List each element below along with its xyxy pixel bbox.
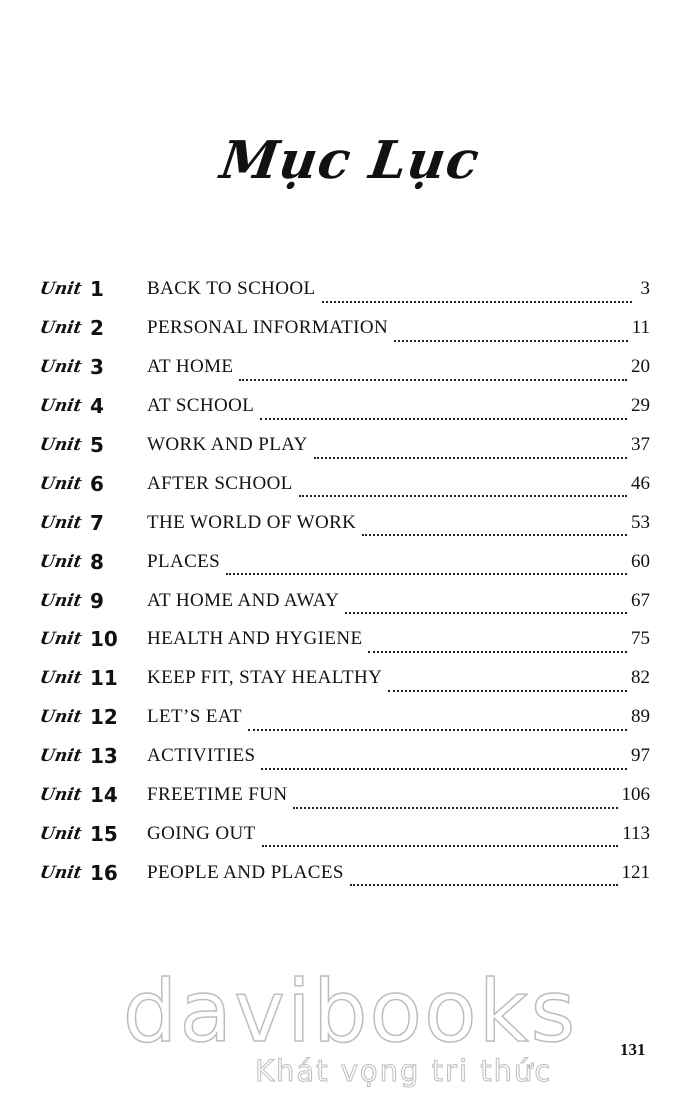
- dot-leader: [368, 632, 627, 653]
- unit-page: 46: [631, 472, 650, 494]
- dot-leader: [248, 710, 627, 731]
- unit-title: AT HOME AND AWAY: [147, 589, 340, 611]
- unit-label: Unit: [38, 357, 84, 378]
- unit-title: HEALTH AND HYGIENE: [147, 628, 363, 650]
- unit-label: Unit: [38, 435, 84, 455]
- unit-title: PERSONAL INFORMATION: [147, 317, 389, 339]
- unit-number: 3: [90, 355, 104, 380]
- watermark-slogan: Khát vọng tri thức: [255, 1054, 553, 1088]
- unit-title: LET’S EAT: [147, 706, 242, 728]
- unit-label: Unit: [38, 668, 84, 689]
- unit-title: GOING OUT: [147, 822, 256, 844]
- unit-number: 12: [90, 705, 118, 730]
- unit-label: Unit: [38, 551, 84, 572]
- dot-leader: [345, 593, 627, 614]
- unit-number: 16: [90, 860, 118, 885]
- unit-number: 5: [90, 433, 104, 457]
- page-number: 131: [620, 1040, 646, 1059]
- unit-page: 20: [631, 356, 650, 378]
- table-of-contents: [40, 270, 650, 892]
- unit-title: PEOPLE AND PLACES: [147, 861, 344, 883]
- unit-number: 9: [90, 588, 104, 613]
- toc-row: [40, 853, 650, 892]
- toc-row: [40, 814, 650, 853]
- unit-title: AT SCHOOL: [147, 395, 255, 417]
- unit-page: 89: [631, 706, 650, 728]
- unit-number: 8: [90, 549, 104, 574]
- unit-page: 60: [631, 550, 650, 572]
- unit-number: 4: [90, 394, 104, 419]
- watermark-brand: davibooks: [122, 962, 578, 1062]
- toc-row: [40, 542, 650, 581]
- unit-title: BACK TO SCHOOL: [147, 278, 316, 300]
- unit-number: 13: [90, 744, 118, 769]
- unit-page: 37: [631, 434, 650, 455]
- unit-page: 82: [631, 667, 650, 689]
- dot-leader: [314, 438, 627, 459]
- dot-leader: [350, 865, 618, 886]
- unit-page: 106: [621, 784, 650, 806]
- unit-page: 121: [621, 861, 650, 883]
- dot-leader: [322, 282, 632, 303]
- unit-label: Unit: [38, 629, 84, 650]
- toc-row: [40, 270, 650, 309]
- unit-page: 113: [622, 822, 650, 844]
- unit-page: 11: [631, 317, 650, 339]
- unit-title: THE WORLD OF WORK: [147, 511, 357, 533]
- unit-number: 1: [90, 277, 104, 302]
- unit-title: AFTER SCHOOL: [147, 472, 293, 494]
- unit-label: Unit: [38, 318, 84, 339]
- dot-leader: [226, 554, 627, 575]
- unit-page: 67: [631, 589, 650, 611]
- toc-row: [40, 309, 650, 348]
- dot-leader: [239, 360, 627, 381]
- toc-title: Mục Lục: [216, 130, 484, 191]
- toc-row: [40, 698, 650, 737]
- toc-row: [40, 620, 650, 659]
- unit-label: Unit: [38, 473, 84, 494]
- unit-title: ACTIVITIES: [147, 745, 256, 767]
- unit-page: 97: [631, 745, 650, 767]
- unit-label: Unit: [38, 279, 84, 300]
- toc-row: [40, 387, 650, 426]
- dot-leader: [362, 515, 627, 536]
- unit-number: 7: [90, 510, 104, 535]
- unit-number: 15: [90, 821, 118, 846]
- unit-title: PLACES: [147, 550, 221, 572]
- unit-label: Unit: [38, 746, 84, 767]
- toc-row: [40, 426, 650, 465]
- unit-number: 2: [90, 316, 104, 341]
- unit-title: WORK AND PLAY: [147, 434, 308, 455]
- unit-page: 29: [631, 395, 650, 417]
- toc-row: [40, 581, 650, 620]
- unit-label: Unit: [38, 590, 84, 611]
- unit-title: AT HOME: [147, 356, 234, 378]
- unit-title: KEEP FIT, STAY HEALTHY: [147, 667, 383, 689]
- unit-title: FREETIME FUN: [147, 784, 288, 806]
- unit-number: 10: [90, 627, 118, 652]
- toc-row: [40, 737, 650, 776]
- unit-number: 6: [90, 471, 104, 496]
- unit-label: Unit: [38, 707, 84, 728]
- unit-label: Unit: [38, 396, 84, 417]
- unit-page: 75: [631, 628, 650, 650]
- toc-row: [40, 503, 650, 542]
- dot-leader: [299, 476, 627, 497]
- dot-leader: [388, 671, 627, 692]
- unit-label: Unit: [38, 823, 84, 844]
- toc-row: [40, 348, 650, 387]
- toc-row: [40, 464, 650, 503]
- unit-page: 53: [631, 511, 650, 533]
- dot-leader: [262, 826, 619, 847]
- unit-number: 11: [90, 666, 118, 691]
- unit-label: Unit: [38, 862, 84, 883]
- dot-leader: [261, 749, 627, 770]
- toc-row: [40, 776, 650, 815]
- dot-leader: [394, 321, 628, 342]
- toc-row: [40, 659, 650, 698]
- unit-label: Unit: [38, 512, 84, 533]
- unit-label: Unit: [38, 785, 84, 806]
- unit-page: 3: [640, 278, 650, 300]
- dot-leader: [293, 788, 617, 809]
- unit-number: 14: [90, 783, 118, 808]
- dot-leader: [260, 399, 627, 420]
